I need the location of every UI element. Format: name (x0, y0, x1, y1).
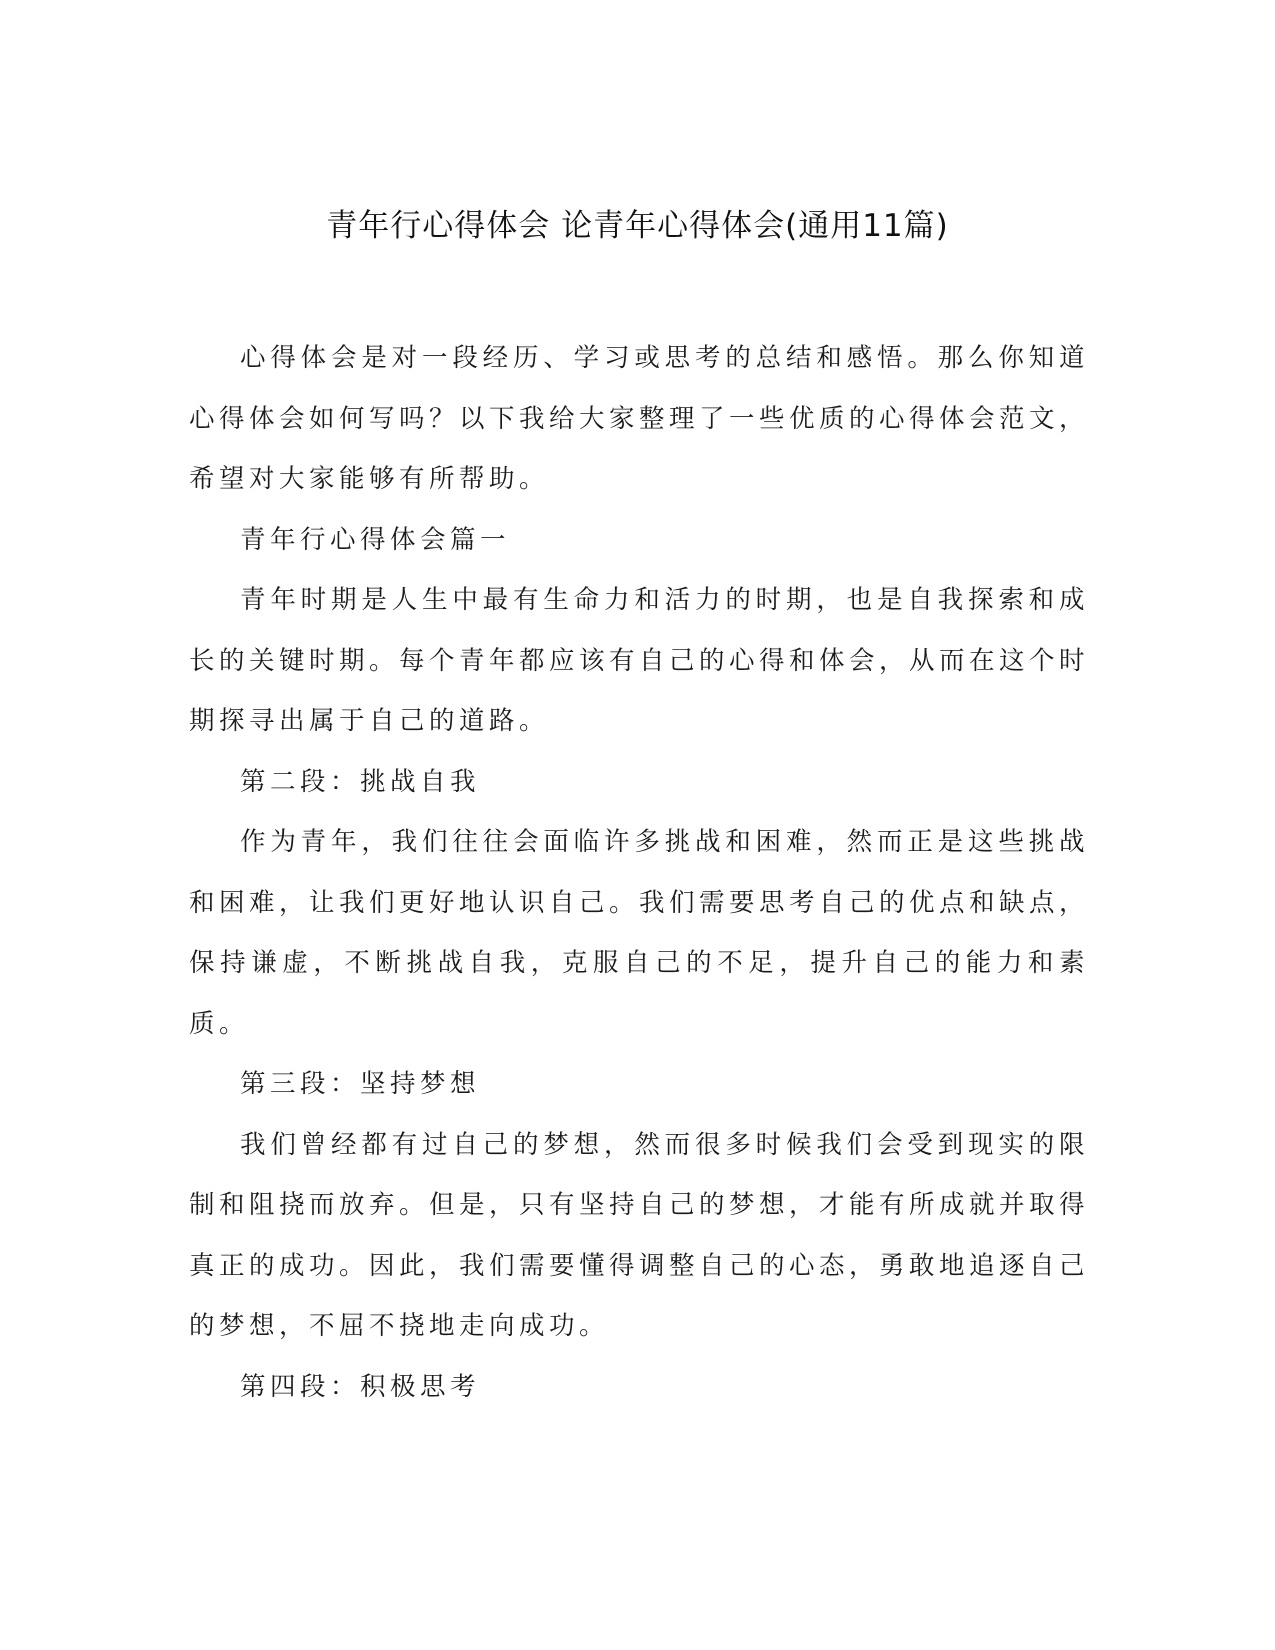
intro-paragraph: 心得体会是对一段经历、学习或思考的总结和感悟。那么你知道心得体会如何写吗？以下我给大家整理了一些优质的心得体会范文，希望对大家能够有所帮助。 (189, 343, 1090, 494)
document-body (189, 328, 1089, 1417)
section-heading-challenge-self: 第二段：挑战自我 (240, 766, 481, 797)
paragraph-persist-dream: 我们曾经都有过自己的梦想，然而很多时候我们会受到现实的限制和阻挠而放弃。但是，只有坚持自己的梦想，才能有所成就并取得真正的成功。因此，我们需要懂得调整自己的心态，勇敢地追逐自己的梦想，不屈不挠地走向成功。 (189, 1129, 1090, 1341)
section-heading-positive-thinking: 第四段：积极思考 (240, 1371, 481, 1402)
paragraph-youth-period: 青年时期是人生中最有生命力和活力的时期，也是自我探索和成长的关键时期。每个青年都应该有自己的心得和体会，从而在这个时期探寻出属于自己的道路。 (189, 585, 1090, 736)
paragraph-challenge-self: 作为青年，我们往往会面临许多挑战和困难，然而正是这些挑战和困难，让我们更好地认识自己。我们需要思考自己的优点和缺点，保持谦虚，不断挑战自我，克服自己的不足，提升自己的能力和素质。 (189, 827, 1090, 1039)
section-heading-persist-dream: 第三段：坚持梦想 (240, 1069, 481, 1099)
document-title: 青年行心得体会 论青年心得体会(通用11篇) (326, 208, 949, 244)
section-heading-part-one: 青年行心得体会篇一 (240, 524, 511, 555)
